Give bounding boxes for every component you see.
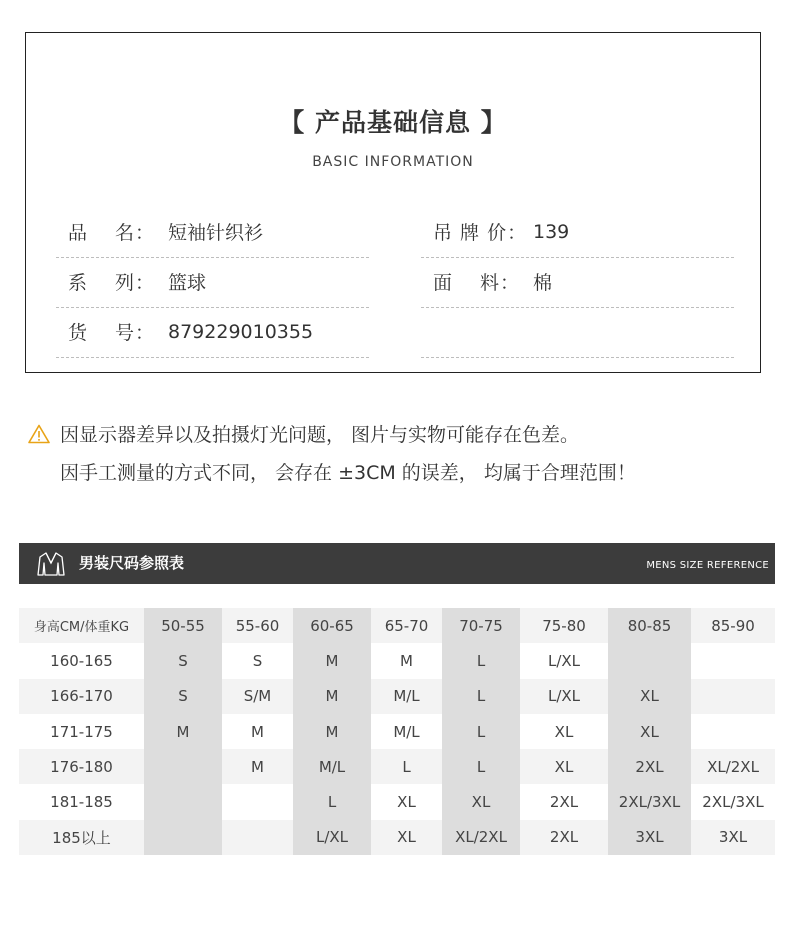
table-cell — [144, 784, 222, 819]
table-cell: L/XL — [520, 679, 608, 714]
garment-logo-icon — [37, 551, 65, 577]
table-cell: M/L — [371, 679, 442, 714]
table-cell: M — [144, 714, 222, 749]
table-cell: L — [442, 643, 520, 678]
header-cell: 70-75 — [442, 608, 520, 643]
table-cell: 3XL — [691, 820, 775, 855]
size-table — [19, 608, 775, 855]
header-cell: 50-55 — [144, 608, 222, 643]
table-cell: 3XL — [608, 820, 691, 855]
info-title: 【 产品基础信息 】 — [279, 108, 507, 137]
table-cell: XL — [520, 714, 608, 749]
table-cell: XL — [608, 679, 691, 714]
table-cell — [691, 679, 775, 714]
header-cell: 60-65 — [293, 608, 371, 643]
table-cell — [608, 643, 691, 678]
notice-text-1: 因显示器差异以及拍摄灯光问题， 图片与实物可能存在色差。 — [60, 424, 580, 446]
table-cell: 181-185 — [19, 784, 144, 819]
table-row — [19, 749, 775, 784]
table-cell: 2XL — [520, 784, 608, 819]
info-value: 棉 — [533, 272, 553, 294]
info-row-fabric — [421, 258, 734, 308]
table-row — [19, 714, 775, 749]
table-cell: XL/2XL — [691, 749, 775, 784]
header-cell: 85-90 — [691, 608, 775, 643]
table-row — [19, 784, 775, 819]
info-right-column — [421, 208, 734, 358]
table-cell — [222, 784, 293, 819]
table-cell: L — [371, 749, 442, 784]
table-cell: XL — [371, 820, 442, 855]
info-left-column — [56, 208, 369, 358]
info-value: 139 — [533, 220, 570, 243]
table-cell — [691, 643, 775, 678]
info-label: 货 号： — [68, 322, 156, 344]
table-cell: 176-180 — [19, 749, 144, 784]
table-cell: L — [293, 784, 371, 819]
info-value: 短袖针织衫 — [168, 222, 264, 244]
info-label: 系 列： — [68, 272, 156, 294]
header-cell: 身高CM/体重KG — [19, 608, 144, 643]
info-subtitle: BASIC INFORMATION — [312, 154, 474, 170]
info-value: 篮球 — [168, 272, 207, 294]
size-chart-header — [19, 543, 775, 584]
table-cell — [144, 749, 222, 784]
table-cell: L — [442, 749, 520, 784]
table-cell: M/L — [293, 749, 371, 784]
info-row-sku — [56, 308, 369, 358]
size-chart-title: 男装尺码参照表 — [79, 554, 185, 572]
table-cell: XL — [442, 784, 520, 819]
table-cell: M — [293, 679, 371, 714]
table-cell — [222, 820, 293, 855]
info-row-name — [56, 208, 369, 258]
notice — [28, 420, 636, 496]
notice-text-2: 因手工测量的方式不同， 会存在 ±3CM 的误差， 均属于合理范围！ — [60, 462, 636, 484]
table-cell: S — [144, 679, 222, 714]
table-cell: 166-170 — [19, 679, 144, 714]
table-cell: 2XL/3XL — [691, 784, 775, 819]
table-cell: M/L — [371, 714, 442, 749]
table-cell: 2XL — [608, 749, 691, 784]
size-chart-subtitle: MENS SIZE REFERENCE — [646, 560, 769, 571]
table-cell: S — [144, 643, 222, 678]
table-cell: S/M — [222, 679, 293, 714]
info-row-empty — [421, 308, 734, 358]
table-cell: L/XL — [520, 643, 608, 678]
info-row-price — [421, 208, 734, 258]
info-row-series — [56, 258, 369, 308]
table-cell — [691, 714, 775, 749]
table-row — [19, 820, 775, 855]
table-cell: L — [442, 714, 520, 749]
table-cell: L/XL — [293, 820, 371, 855]
table-cell: XL — [608, 714, 691, 749]
info-label: 品 名： — [68, 222, 156, 244]
info-value: 879229010355 — [168, 320, 314, 343]
table-cell: 2XL — [520, 820, 608, 855]
table-cell: M — [371, 643, 442, 678]
table-cell: M — [293, 714, 371, 749]
table-cell: 160-165 — [19, 643, 144, 678]
header-cell: 55-60 — [222, 608, 293, 643]
table-cell: M — [293, 643, 371, 678]
table-cell: S — [222, 643, 293, 678]
info-label: 吊 牌 价： — [433, 222, 528, 244]
table-cell: M — [222, 714, 293, 749]
warning-icon — [28, 424, 50, 444]
table-cell: M — [222, 749, 293, 784]
table-cell: XL/2XL — [442, 820, 520, 855]
table-cell — [144, 820, 222, 855]
table-cell: 171-175 — [19, 714, 144, 749]
table-cell: XL — [371, 784, 442, 819]
table-row — [19, 679, 775, 714]
table-row — [19, 643, 775, 678]
product-info-panel — [25, 32, 761, 373]
notice-line-1 — [28, 420, 636, 458]
header-cell: 65-70 — [371, 608, 442, 643]
table-cell: XL — [520, 749, 608, 784]
info-label: 面 料： — [433, 272, 521, 294]
header-cell: 75-80 — [520, 608, 608, 643]
table-cell: 2XL/3XL — [608, 784, 691, 819]
table-cell: 185以上 — [19, 820, 144, 855]
header-cell: 80-85 — [608, 608, 691, 643]
size-table-header — [19, 608, 775, 643]
table-cell: L — [442, 679, 520, 714]
